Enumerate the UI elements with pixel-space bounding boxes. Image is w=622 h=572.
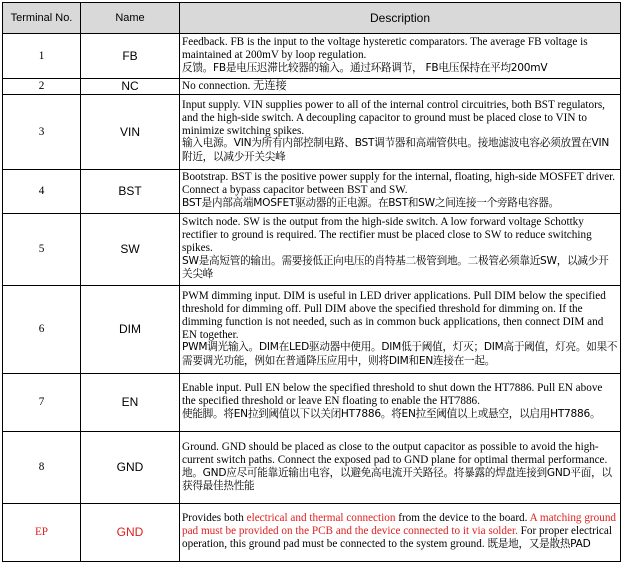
ep-text-cn: 既是地，又是散热PAD (487, 538, 591, 551)
ep-text-1: Provides both (182, 512, 247, 525)
description-cn: PWM调光输入。DIM在LED驱动器中使用。DIM低于阈值，灯灭；DIM高于阈值，灯亮。如果不需要调光功能，例如在普通降压应用中，则将DIM和EN连接在一起。 (182, 341, 618, 367)
description-en: Input supply. VIN supplies power to all of the internal control circuitries, both BST regulators, and the high-side switch. A decoupling capacitor to ground must be placed close to VIN to minimize switching spikes. (182, 98, 605, 137)
header-description: Description (180, 3, 621, 34)
terminal-name: FB (81, 34, 180, 79)
table-header-row (3, 3, 621, 34)
terminal-no: 3 (3, 95, 81, 170)
description-en: Bootstrap. BST is the positive power supply for the internal, floating, high-side MOSFET driver. Connect a bypass capacitor between BST and SW. (182, 171, 616, 197)
table-row (3, 432, 621, 504)
terminal-name: VIN (81, 95, 180, 170)
description-en: Switch node. SW is the output from the high-side switch. A low forward voltage Schottky rectifier to ground is required. The rectifier must be placed close to SW to reduce switching spikes. (182, 216, 592, 255)
terminal-name: GND (81, 432, 180, 504)
terminal-name: GND (81, 504, 180, 562)
description-en: Feedback. FB is the input to the voltage hysteretic comparators. The average FB voltage is maintained at 200mV by loop regulation. (182, 35, 588, 61)
table-row (3, 214, 621, 286)
terminal-no: 7 (3, 374, 81, 432)
terminal-description (180, 34, 621, 79)
description-cn: 输入电源。VIN为所有内部控制电路、BST调节器和高端管供电。接地滤波电容必须放置在VIN附近，以减少开关尖峰 (182, 137, 609, 163)
table-row (3, 95, 621, 170)
terminal-name: SW (81, 214, 180, 286)
pin-description-table (2, 2, 621, 562)
description-en: Enable input. Pull EN below the specified threshold to shut down the HT7886. Pull EN above the specified threshold or leave EN floating to enable the HT7886. (182, 382, 603, 408)
terminal-description (180, 170, 621, 214)
terminal-name: DIM (81, 286, 180, 374)
terminal-no: 4 (3, 170, 81, 214)
description-cn: BST是内部高端MOSFET驱动器的正电源。在BST和SW之间连接一个旁路电容器。 (182, 197, 559, 210)
terminal-description (180, 214, 621, 286)
terminal-description (180, 79, 621, 95)
terminal-no: 8 (3, 432, 81, 504)
terminal-name: EN (81, 374, 180, 432)
header-terminal-no: Terminal No. (3, 3, 81, 34)
terminal-no: EP (3, 504, 81, 562)
table-row (3, 374, 621, 432)
table-row (3, 79, 621, 95)
terminal-no: 2 (3, 79, 81, 95)
description-cn: SW是高短管的输出。需要接低正向电压的肖特基二极管到地。二极管必须靠近SW，以减少开关尖峰 (182, 254, 609, 281)
description-cn: 使能脚。将EN拉到阈值以下以关闭HT7886。将EN拉至阈值以上或悬空，以启用HT7886。 (182, 408, 601, 421)
description-en: No connection. 无连接 (182, 79, 287, 92)
terminal-description (180, 432, 621, 504)
description-cn: 地。GND应尽可能靠近输出电容，以避免高电流开关路径。将暴露的焊盘连接到GND平面，以获得最佳热性能 (182, 466, 612, 492)
description-en: Ground. GND should be placed as close to the output capacitor as possible to avoid the high-current switch paths. Connect the exposed pad to GND plane for optimal thermal performance. (182, 440, 608, 466)
terminal-name: NC (81, 79, 180, 95)
terminal-no: 1 (3, 34, 81, 79)
ep-text-3: For proper electrical operation, this ground pad must be connected to the system ground. (182, 525, 612, 551)
header-name: Name (81, 3, 180, 34)
ep-text-highlight-1: electrical and thermal connection (246, 512, 396, 525)
ep-text-highlight-2: A matching ground pad must be provided on the PCB and the device connected to it via solder. (182, 512, 617, 538)
terminal-name: BST (81, 170, 180, 214)
description-cn: 反馈。FB是电压迟滞比较器的输入。通过环路调节， FB电压保持在平均200mV (182, 61, 548, 74)
ep-text-2: from the device to the board. (395, 512, 530, 525)
terminal-description (180, 504, 621, 562)
terminal-no: 6 (3, 286, 81, 374)
description-en: PWM dimming input. DIM is useful in LED driver applications. Pull DIM below the specified threshold for dimming off. Pull DIM above the specified threshold for dimming on. If the dimming function is not needed, such as in common buck applications, then connect DIM and EN together. (182, 289, 606, 341)
table-row (3, 34, 621, 79)
table-row-ep (3, 504, 621, 562)
table-row (3, 170, 621, 214)
terminal-no: 5 (3, 214, 81, 286)
terminal-description (180, 286, 621, 374)
table-row (3, 286, 621, 374)
terminal-description (180, 374, 621, 432)
terminal-description (180, 95, 621, 170)
